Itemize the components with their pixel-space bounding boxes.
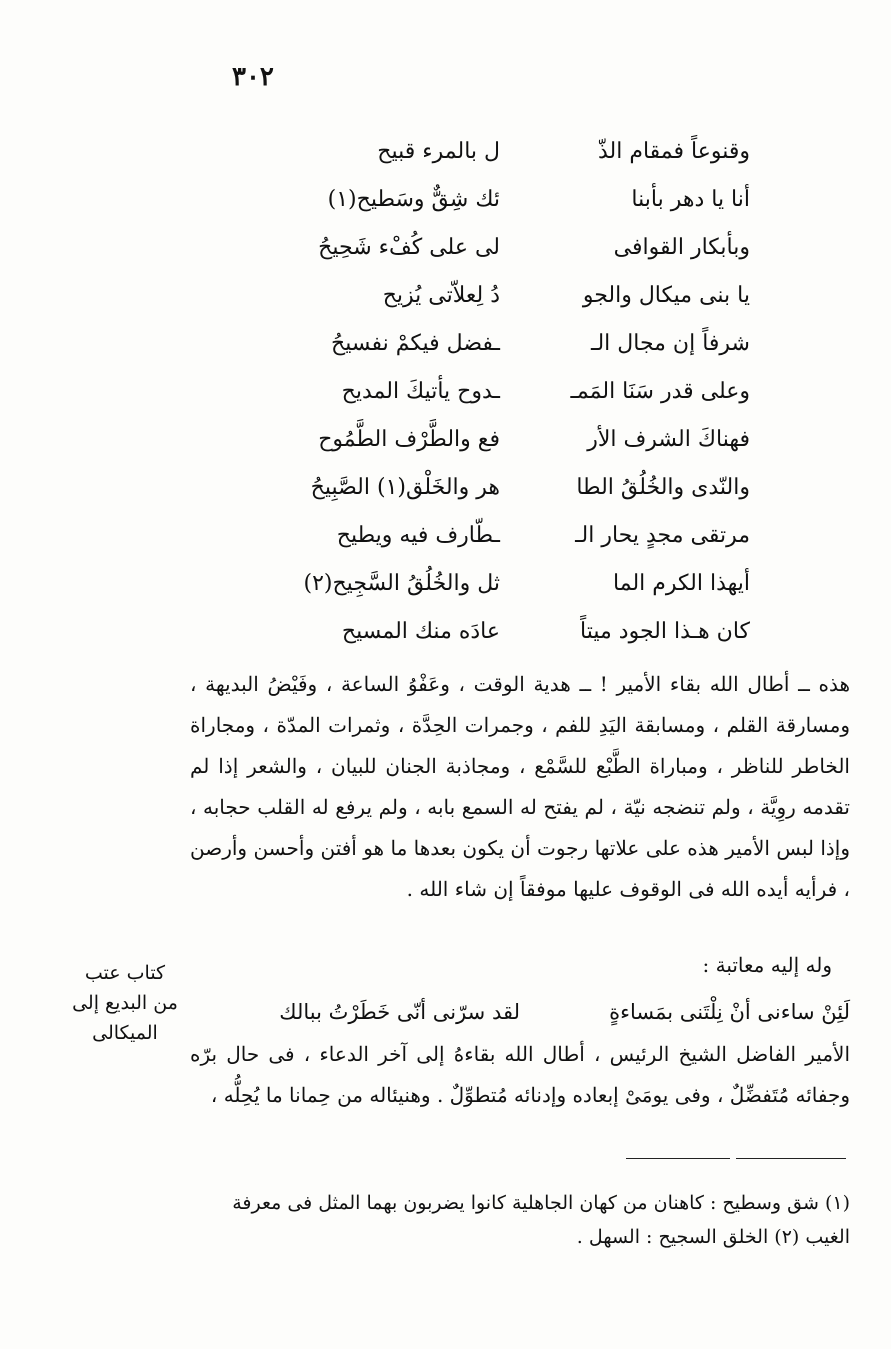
poem-verse	[270, 320, 750, 368]
second-hemistich: ـدوح يأتيكَ المديح	[341, 379, 500, 404]
poem-verse	[270, 272, 750, 320]
second-hemistich: لقد سرّنى أنّى خَطَرْتُ ببالك	[279, 1000, 520, 1024]
first-hemistich: فهناكَ الشرف الأر	[587, 427, 750, 452]
poem-verse	[270, 416, 750, 464]
second-hemistich: ل بالمرء قبيح	[377, 139, 500, 164]
margin-note-line: من البديع إلى	[72, 992, 178, 1014]
footnote: (١) شق وسطيح : كاهنان من كهان الجاهلية كانوا يضربون بهما المثل فى معرفة الغيب (٢) الخلق السجيح : السهل .	[232, 1192, 850, 1248]
second-hemistich: دُ لِعلاّتى يُزيح	[382, 283, 500, 308]
poem-verse	[270, 608, 750, 656]
margin-note-line: الميكالى	[92, 1022, 158, 1044]
first-hemistich: مرتقى مجدٍ يحار الـ	[575, 523, 750, 548]
poem-verse	[270, 224, 750, 272]
first-hemistich: أنا يا دهر بأبنا	[631, 187, 750, 212]
poem-verse	[270, 560, 750, 608]
first-hemistich: كان هـذا الجود ميتاً	[580, 619, 750, 644]
first-hemistich: يا بنى ميكال والجو	[582, 283, 750, 308]
second-hemistich: ثل والخُلُقُ السَّجِيح(٢)	[303, 571, 500, 596]
second-hemistich: فع والطَّرْف الطَّمُوح	[318, 427, 500, 452]
poem-verse	[270, 128, 750, 176]
second-hemistich: ئك شِقٌّ وسَطيح(١)	[327, 187, 500, 212]
second-hemistich: عادَه منك المسيح	[341, 619, 500, 644]
second-hemistich: هر والخَلْق(١) الصَّبِيحُ	[310, 475, 500, 500]
prose-paragraph	[190, 664, 850, 910]
margin-note	[70, 958, 180, 1048]
first-hemistich: لَئِنْ ساءنى أنْ نِلْتَنى بمَساءةٍ	[609, 1000, 850, 1024]
footnote-rule	[736, 1158, 846, 1159]
second-hemistich: ـفضل فيكمْ نفسيحُ	[331, 331, 500, 356]
first-hemistich: وقنوعاً فمقام الذّ	[597, 139, 750, 164]
second-hemistich: ـطّارف فيه ويطيح	[336, 523, 500, 548]
first-hemistich: وبأبكار القوافى	[613, 235, 750, 260]
first-hemistich: شرفاً إن مجال الـ	[591, 331, 750, 356]
page-number: ٣٠٢	[232, 62, 274, 92]
paragraph-text: الأمير الفاضل الشيخ الرئيس ، أطال الله بقاءهُ إلى آخر الدعاء ، فى حال برّه وجفائه مُتَفضِّلٌ ، وفى يومَىْ إبعاده وإدنائه مُتطوِّلٌ . وهنيئاله من حِمانا ما يُحِلُّه ،	[190, 1042, 850, 1107]
paragraph-text: هذه ــ أطال الله بقاء الأمير ! ــ هدية الوقت ، وعَفْوُ الساعة ، وفَيْضُ البديهة ، ومسارقة القلم ، ومسابقة اليَدِ للفم ، وجمرات الحِدَّة ، وثمرات المدّة ، ومجاراة الخاطر للناظر ، ومباراة الطَّبْع للسَّمْع ، ومجاذبة الجنان للبيان ، والشعر إذا لم تقدمه روِيَّة ، ولم تنضجه نيّة ، لم يفتح له السمع بابه ، ولم يرفع له القلب حجابه ، وإذا لبس الأمير هذه على علاتها رجوت أن يكون بعدها ما هو أفتن وأحسن وأرصن ، فرأيه أيده الله فى الوقوف عليها موفقاً إن شاء الله .	[190, 672, 850, 901]
margin-note-line: كتاب عتب	[84, 962, 166, 984]
first-hemistich: وعلى قدر سَنَا المَمـ	[570, 379, 750, 404]
poem	[270, 128, 750, 656]
second-hemistich: لى على كُفْء شَحِيحُ	[318, 235, 500, 260]
intro-text: وله إليه معاتبة :	[702, 953, 832, 977]
footnote-rule	[626, 1158, 730, 1159]
poem-verse	[270, 464, 750, 512]
first-hemistich: أيهذا الكرم الما	[613, 571, 750, 596]
poem-verse	[270, 176, 750, 224]
letter-verse	[190, 990, 850, 1034]
prose-paragraph	[190, 1034, 850, 1116]
first-hemistich: والنّدى والخُلُقُ الطا	[576, 475, 750, 500]
poem-verse	[270, 368, 750, 416]
intro-line	[190, 945, 850, 986]
poem-verse	[270, 512, 750, 560]
